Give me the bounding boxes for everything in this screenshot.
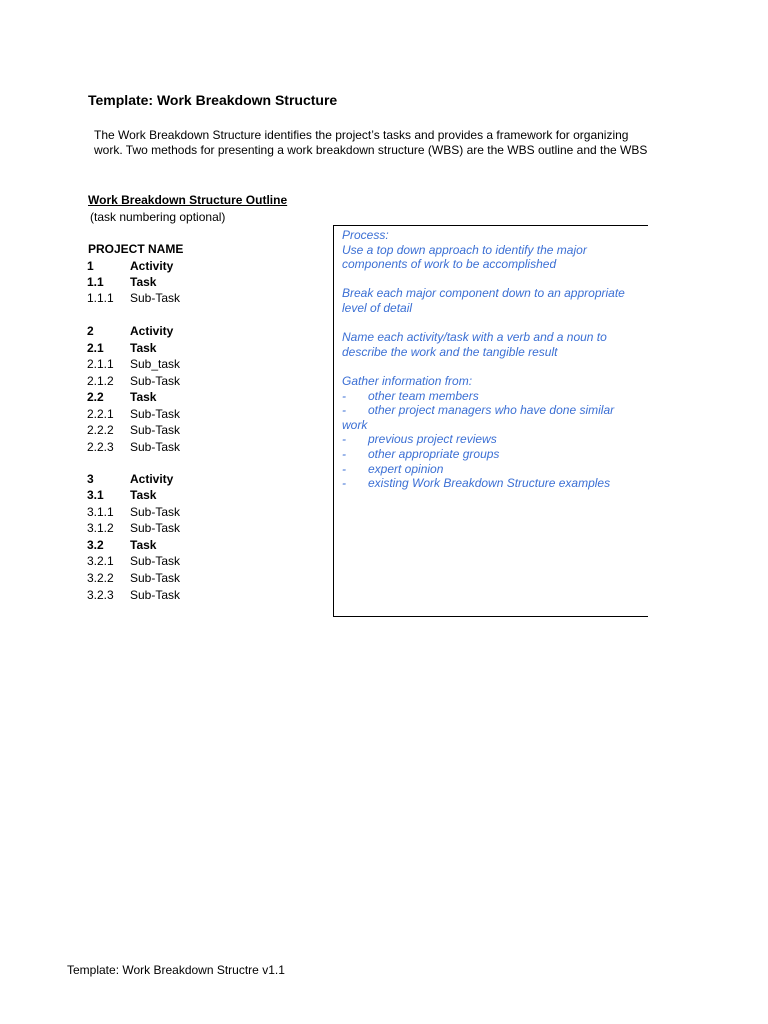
source-item [342, 432, 647, 447]
wbs-label: Sub-Task [130, 588, 181, 602]
wbs-number: 2.1.1 [87, 357, 114, 371]
wbs-label: Task [130, 538, 157, 552]
wbs-number: 2.2.1 [87, 407, 114, 421]
wbs-label: Sub-Task [130, 407, 181, 421]
wbs-number: 3 [87, 472, 94, 486]
wbs-label: Sub-Task [130, 571, 181, 585]
wbs-number: 2.2.3 [87, 440, 114, 454]
source-item [342, 462, 647, 477]
source-text: expert opinion [368, 461, 444, 476]
dash-marker: - [342, 476, 346, 491]
wbs-number: 1.1 [87, 275, 104, 289]
outline-heading: Work Breakdown Structure Outline [88, 193, 288, 207]
wbs-number: 3.2 [87, 538, 104, 552]
wbs-number: 1.1.1 [87, 291, 114, 305]
wbs-number: 2 [87, 324, 94, 338]
source-text: previous project reviews [368, 432, 497, 447]
source-text: existing Work Breakdown Structure examples [368, 476, 611, 491]
project-name: PROJECT NAME [88, 242, 184, 256]
wbs-label: Sub-Task [130, 440, 181, 454]
source-text: other appropriate groups [368, 446, 500, 461]
wbs-number: 3.2.2 [87, 571, 114, 585]
process-step-3: Name each activity/task with a verb and a noun to [342, 330, 607, 345]
wbs-label: Sub-Task [130, 423, 181, 437]
wbs-label: Sub-Task [130, 505, 181, 519]
process-notes [342, 228, 647, 491]
dash-marker: - [342, 388, 346, 403]
gather-heading: Gather information from: [342, 373, 473, 388]
source-item [342, 403, 630, 432]
wbs-label: Sub-Task [130, 521, 181, 535]
wbs-number: 3.1 [87, 488, 104, 502]
wbs-label: Activity [130, 472, 174, 486]
wbs-label: Sub-Task [130, 291, 181, 305]
process-step-1-cont: components of work to be accomplished [342, 257, 557, 272]
wbs-number: 2.1.2 [87, 374, 114, 388]
dash-marker: - [342, 446, 346, 461]
spacer [342, 316, 647, 331]
source-item [342, 389, 647, 404]
wbs-label: Activity [130, 324, 174, 338]
wbs-label: Sub_task [130, 357, 181, 371]
dash-marker: - [342, 403, 346, 418]
process-heading: Process: [342, 228, 389, 242]
wbs-label: Activity [130, 259, 174, 273]
intro-line-1: The Work Breakdown Structure identifies the project’s tasks and provides a framework for organizing [94, 128, 629, 142]
process-step-2-cont: level of detail [342, 300, 413, 315]
wbs-label: Sub-Task [130, 374, 181, 388]
wbs-number: 2.2 [87, 390, 104, 404]
wbs-number: 3.2.1 [87, 554, 114, 568]
process-step-1: Use a top down approach to identify the major [342, 242, 587, 257]
intro-paragraph [94, 128, 647, 158]
wbs-label: Task [130, 341, 157, 355]
page-footer: Template: Work Breakdown Structre v1.1 [67, 963, 285, 977]
outline-note: (task numbering optional) [90, 210, 226, 224]
dash-marker: - [342, 432, 346, 447]
wbs-number: 2.2.2 [87, 423, 114, 437]
intro-line-2: work. Two methods for presenting a work breakdown structure (WBS) are the WBS outline and the WBS [94, 143, 648, 157]
wbs-number: 3.2.3 [87, 588, 114, 602]
dash-marker: - [342, 461, 346, 476]
process-step-3-cont: describe the work and the tangible result [342, 344, 558, 359]
source-text: other team members [368, 388, 479, 403]
spacer [342, 272, 647, 287]
wbs-number: 3.1.1 [87, 505, 114, 519]
wbs-number: 3.1.2 [87, 521, 114, 535]
source-item [342, 447, 647, 462]
process-step-2: Break each major component down to an appropriate [342, 286, 625, 301]
source-item [342, 476, 647, 491]
source-text: other project managers who have done similar work [342, 403, 615, 432]
wbs-label: Task [130, 488, 157, 502]
wbs-number: 2.1 [87, 341, 104, 355]
wbs-label: Task [130, 390, 157, 404]
wbs-label: Task [130, 275, 157, 289]
page-title: Template: Work Breakdown Structure [88, 92, 338, 108]
wbs-label: Sub-Task [130, 554, 181, 568]
spacer [342, 359, 647, 374]
wbs-number: 1 [87, 259, 94, 273]
